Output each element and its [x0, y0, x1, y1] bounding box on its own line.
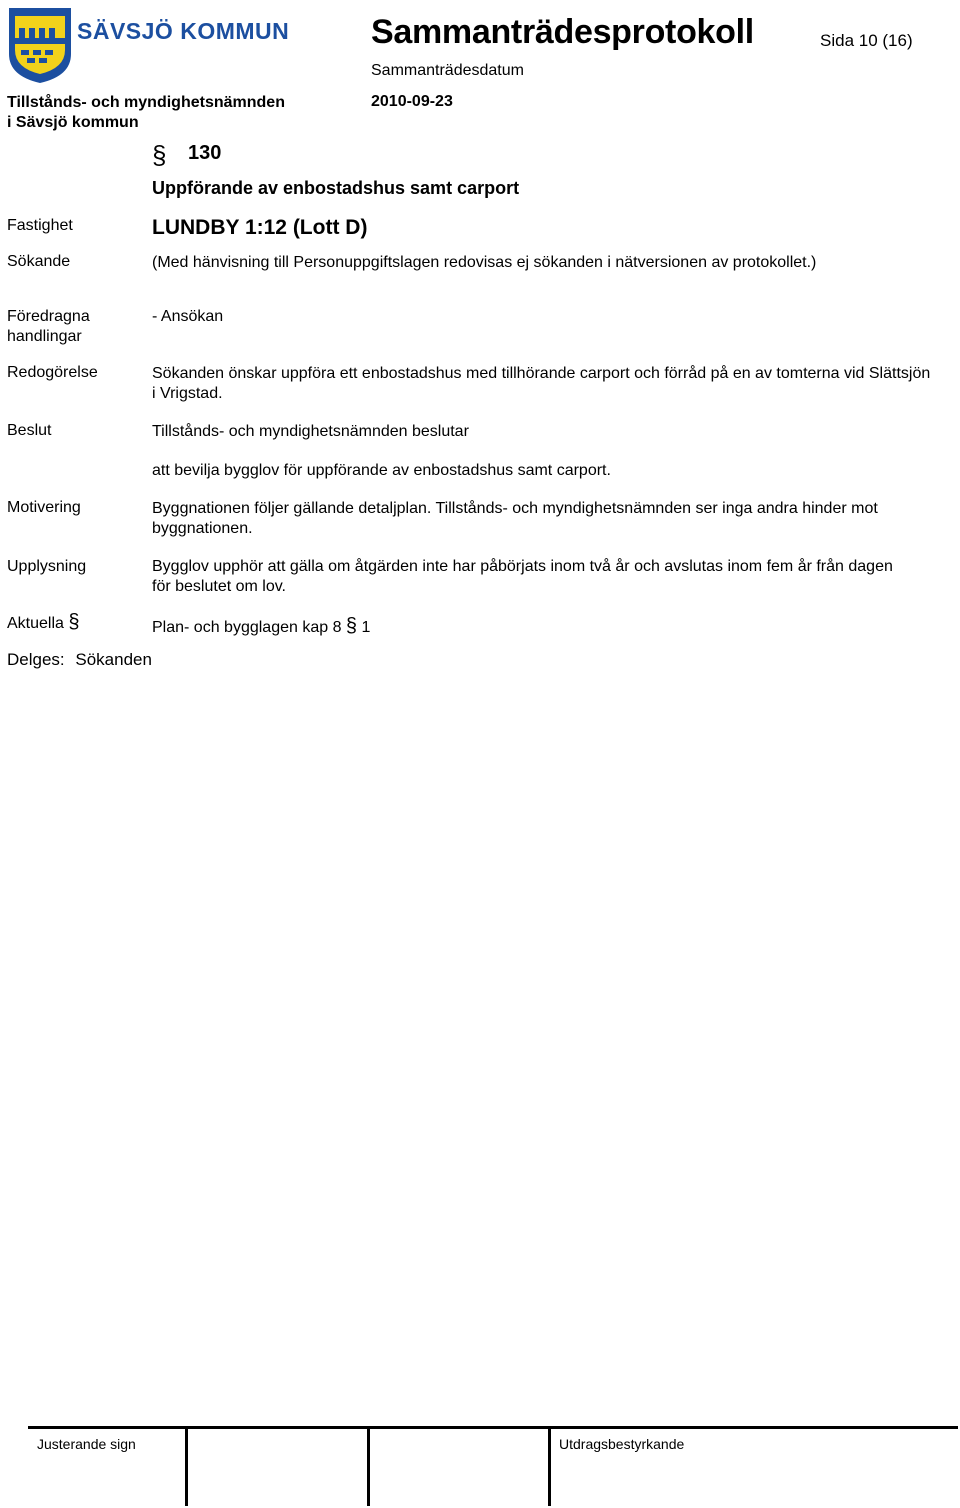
justerande-sign-label: Justerande sign: [37, 1436, 136, 1452]
aktuella-paragraph-symbol: §: [68, 611, 80, 633]
section-title: Uppförande av enbostadshus samt carport: [152, 178, 520, 198]
board-name: [7, 93, 285, 133]
footer-divider-3: [548, 1426, 551, 1506]
redogorelse-label: Redogörelse: [7, 364, 98, 381]
foredragna-value: - Ansökan: [152, 308, 224, 325]
aktuella-value-symbol: §: [345, 615, 358, 637]
fastighet-label: Fastighet: [7, 217, 73, 234]
coat-of-arms-icon: [9, 8, 71, 83]
sokande-value: (Med hänvisning till Personuppgiftslagen redovisas ej sökanden i nätversionen av protokollet.): [152, 254, 817, 271]
aktuella-value-suffix: 1: [361, 619, 371, 636]
foredragna-label: [7, 307, 90, 347]
paragraph-number: 130: [188, 142, 222, 164]
motivering-value: Byggnationen följer gällande detaljplan. Tillstånds- och myndighetsnämnden ser inga andra hinder mot byggnationen.: [152, 500, 878, 537]
upplysning-value: Bygglov upphör att gälla om åtgärden inte har påbörjats inom två år och avslutas inom fem år från dagen för beslutet om lov.: [152, 558, 893, 595]
aktuella-value-prefix: Plan- och bygglagen kap 8: [152, 619, 342, 636]
savsjo-kommun-logo: [7, 6, 307, 84]
meeting-date-label: Sammanträdesdatum: [371, 62, 524, 79]
foredragna-label-line-1: Föredragna: [7, 308, 90, 325]
aktuella-label-text: Aktuella: [7, 615, 64, 632]
beslut-detail: att bevilja bygglov för uppförande av enbostadshus samt carport.: [152, 462, 611, 479]
redogorelse-value: Sökanden önskar uppföra ett enbostadshus med tillhörande carport och förråd på en av tomterna vid Slättsjön i Vrigstad.: [152, 365, 931, 402]
paragraph-symbol: §: [152, 140, 167, 170]
document-title: Sammanträdesprotokoll: [371, 13, 754, 51]
delges-value: Sökanden: [75, 650, 152, 669]
motivering-label: Motivering: [7, 499, 81, 516]
utdragsbestyrkande-label: Utdragsbestyrkande: [559, 1436, 685, 1452]
board-name-line-1: Tillstånds- och myndighetsnämnden: [7, 94, 285, 111]
page-number: Sida 10 (16): [820, 31, 913, 50]
aktuella-label: [7, 611, 80, 634]
beslut-label: Beslut: [7, 422, 52, 439]
foredragna-label-line-2: handlingar: [7, 328, 82, 345]
delges-row: [7, 650, 152, 670]
fastighet-value: LUNDBY 1:12 (Lott D): [152, 216, 368, 239]
footer-divider-1: [185, 1426, 188, 1506]
beslut-value: Tillstånds- och myndighetsnämnden beslutar: [152, 423, 469, 440]
upplysning-label: Upplysning: [7, 558, 87, 575]
aktuella-value: [152, 616, 370, 638]
footer-divider-2: [367, 1426, 370, 1506]
footer-top-rule: [28, 1426, 958, 1429]
sokande-label: Sökande: [7, 253, 71, 270]
logo-wordmark: SÄVSJÖ KOMMUN: [77, 18, 290, 44]
delges-label: Delges:: [7, 650, 65, 669]
board-name-line-2: i Sävsjö kommun: [7, 114, 139, 131]
meeting-date-value: 2010-09-23: [371, 93, 453, 110]
